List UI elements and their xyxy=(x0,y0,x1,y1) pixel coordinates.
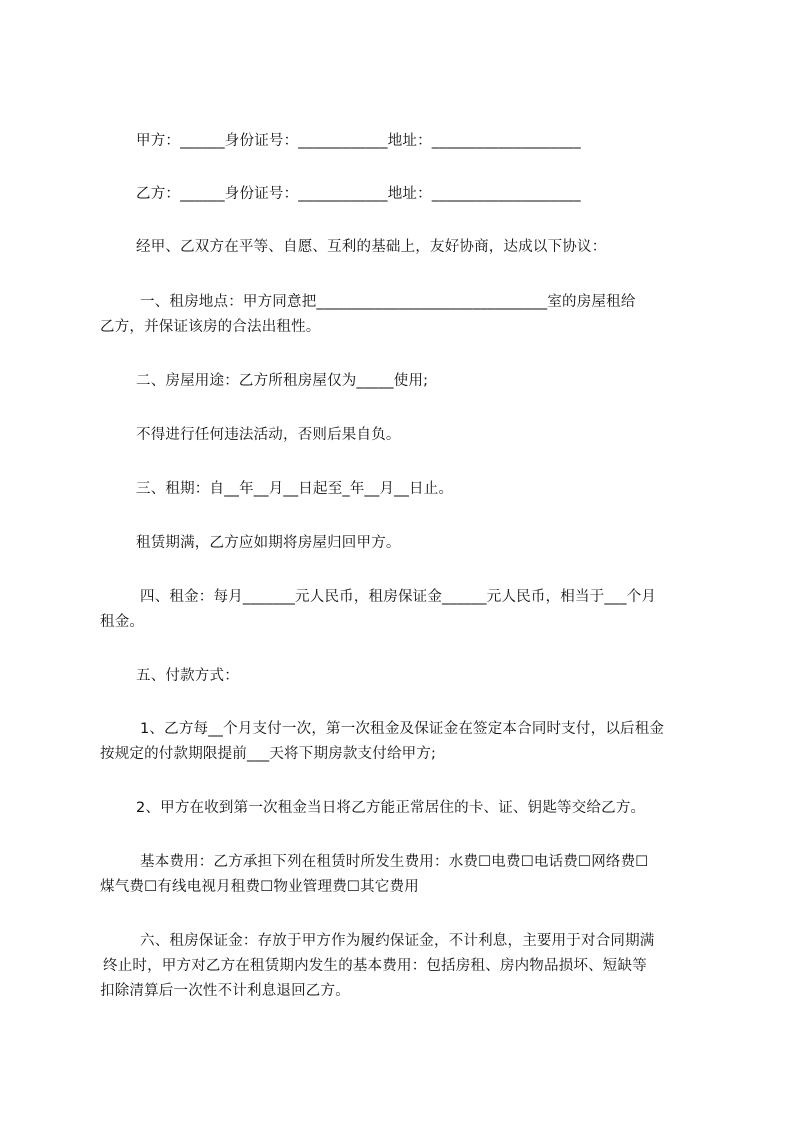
party-a-line: 甲方：______身份证号：____________地址：____________________ xyxy=(136,133,581,149)
section-2-line-2: 不得进行任何违法活动，否则后果自负。 xyxy=(136,427,401,443)
section-2-line-1: 二、房屋用途：乙方所租房屋仅为_____使用; xyxy=(136,373,429,389)
basic-fees-line-2: 煤气费☐有线电视月租费☐物业管理费☐其它费用 xyxy=(100,879,419,895)
section-1-line-2: 乙方，并保证该房的合法出租性。 xyxy=(100,319,321,335)
section-6-line-1: 六、租房保证金：存放于甲方作为履约保证金，不计利息，主要用于对合同期满 xyxy=(140,933,655,949)
section-5-item-1-line-1: 1、乙方每__个月支付一次，第一次租金及保证金在签定本合同时支付，以后租金 xyxy=(140,721,665,737)
section-5-item-1-line-2: 按规定的付款期限提前___天将下期房款支付给甲方; xyxy=(100,746,437,762)
section-4-line-2: 租金。 xyxy=(100,614,145,630)
section-4-line-1: 四、租金：每月_______元人民币，租房保证金______元人民币，相当于___个月 xyxy=(140,589,657,605)
section-3-line-2: 租赁期满，乙方应如期将房屋归回甲方。 xyxy=(136,535,401,551)
basic-fees-line-1: 基本费用：乙方承担下列在租赁时所发生费用：水费☐电费☐电话费☐网络费☐ xyxy=(140,854,649,870)
party-b-line: 乙方：______身份证号：____________地址：____________________ xyxy=(136,186,581,202)
section-6-line-3: 扣除清算后一次性不计利息退回乙方。 xyxy=(100,983,350,999)
section-5-title: 五、付款方式： xyxy=(136,668,239,684)
section-6-line-2: 终止时，甲方对乙方在租赁期内发生的基本费用：包括房租、房内物品损坏、短缺等 xyxy=(103,958,647,974)
section-3-line-1: 三、租期：自__年__月__日起至_年__月__日止。 xyxy=(136,481,454,497)
section-5-item-2: 2、甲方在收到第一次租金当日将乙方能正常居住的卡、证、钥匙等交给乙方。 xyxy=(136,800,646,816)
intro-paragraph: 经甲、乙双方在平等、自愿、互利的基础上，友好协商，达成以下协议： xyxy=(136,239,607,255)
section-1-line-1: 一、租房地点：甲方同意把_______________________________室的房屋租给 xyxy=(140,294,636,310)
